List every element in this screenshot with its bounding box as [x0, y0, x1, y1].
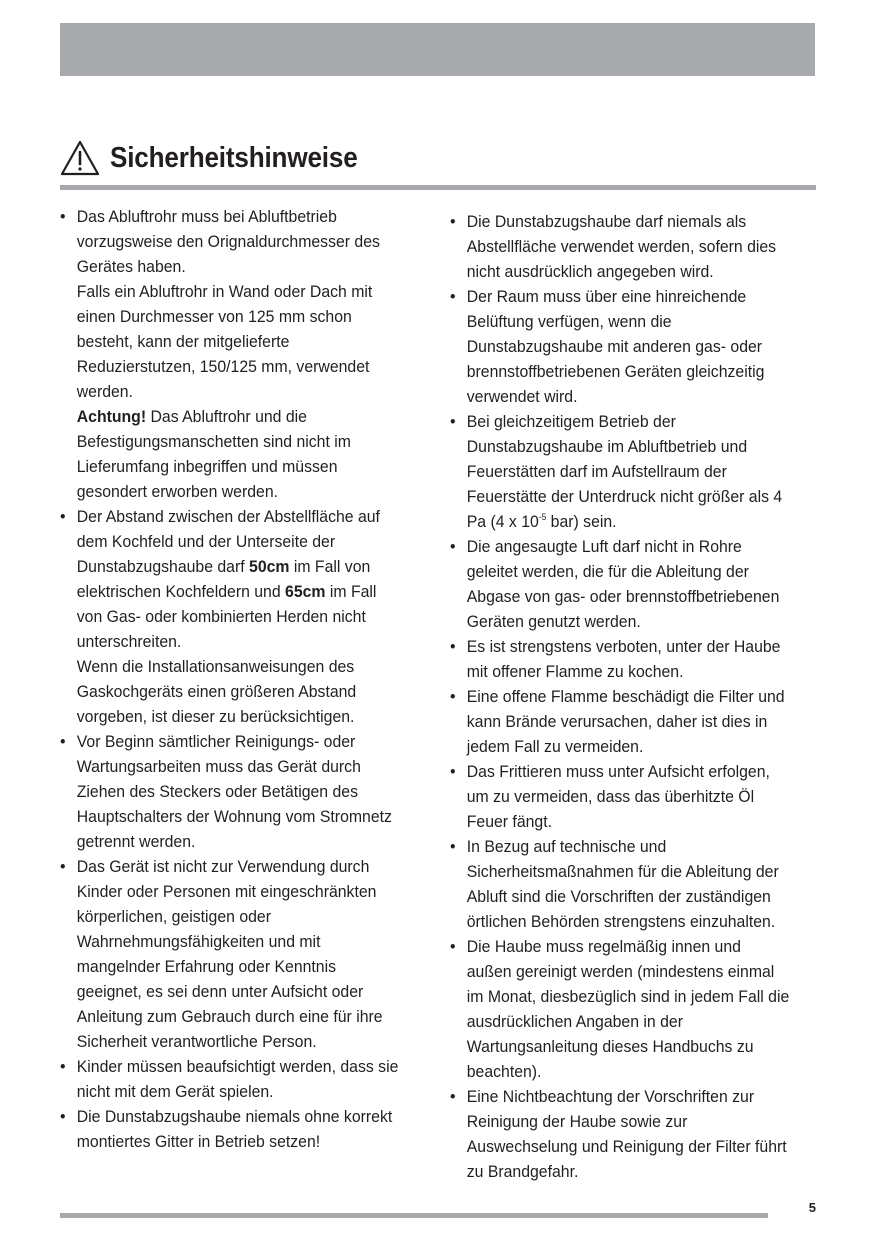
list-item: • Die Haube muss regelmäßig innen und außen gereinigt werden (mindestens einmal im Monat, diesbezüglich sind in jedem Fall die ausdrücklichen Angaben in der Wartungsanleitung dieses Handbuchs zu beachten). [450, 934, 828, 1084]
right-column [450, 209, 822, 1184]
list-item: • Eine offene Flamme beschädigt die Filter und kann Brände verursachen, daher ist dies in jedem Fall zu vermeiden. [450, 684, 828, 759]
heading-divider [60, 185, 816, 190]
list-item: • Vor Beginn sämtlicher Reinigungs- oder Wartungsarbeiten muss das Gerät durch Ziehen des Steckers oder Betätigen des Hauptschalters der Wohnung vom Stromnetz getrennt werden. [60, 729, 438, 854]
list-item: • Das Gerät ist nicht zur Verwendung durch Kinder oder Personen mit eingeschränkten körperlichen, geistigen oder Wahrnehmungsfähigkeiten und mit mangelnder Erfahrung oder Kenntnis geeignet, es sei denn unter Aufsicht oder Anleitung zum Gebrauch durch eine für ihre Sicherheit verantwortliche Person. [60, 854, 438, 1054]
list-item: • Eine Nichtbeachtung der Vorschriften zur Reinigung der Haube sowie zur Auswechselung und Reinigung der Filter führt zu Brandgefahr. [450, 1084, 828, 1184]
page-title: Sicherheitshinweise [110, 142, 358, 174]
left-column [60, 204, 432, 1154]
footer-divider [60, 1213, 768, 1218]
page-number: 5 [808, 1200, 816, 1215]
section-heading [60, 138, 816, 188]
list-item: • Kinder müssen beaufsichtigt werden, dass sie nicht mit dem Gerät spielen. [60, 1054, 438, 1104]
list-item: • Es ist strengstens verboten, unter der Haube mit offener Flamme zu kochen. [450, 634, 828, 684]
list-item: • Die Dunstabzugshaube niemals ohne korrekt montiertes Gitter in Betrieb setzen! [60, 1104, 438, 1154]
warning-triangle-icon [60, 140, 100, 176]
list-item: • Der Raum muss über eine hinreichende Belüftung verfügen, wenn die Dunstabzugshaube mit anderen gas- oder brennstoffbetriebenen Geräten gleichzeitig verwendet wird. [450, 284, 828, 409]
list-item: • In Bezug auf technische und Sicherheitsmaßnahmen für die Ableitung der Abluft sind die Vorschriften der zuständigen örtlichen Behörden strengstens einzuhalten. [450, 834, 828, 934]
list-item: • Bei gleichzeitigem Betrieb der Dunstabzugshaube im Abluftbetrieb und Feuerstätten darf im Aufstellraum der Feuerstätte der Unterdruck nicht größer als 4 Pa (4 x $10^{-5}$ bar) sein. [450, 409, 828, 534]
list-item: • Das Abluftrohr muss bei Abluftbetrieb vorzugsweise den Orignaldurchmesser des Gerätes haben. Falls ein Abluftrohr in Wand oder Dach mit einen Durchmesser von 125 mm schon besteht, kann der mitgelieferte Reduzierstutzen, 150/125 mm, verwendet werden. Achtung! Das Abluftrohr und die Befestigungsmanschetten sind nicht im Lieferumfang inbegriffen und müssen gesondert erworben werden. [60, 204, 438, 504]
list-item: • Das Frittieren muss unter Aufsicht erfolgen, um zu vermeiden, dass das überhitzte Öl Feuer fängt. [450, 759, 828, 834]
list-item: • Der Abstand zwischen der Abstellfläche auf dem Kochfeld und der Unterseite der Dunstabzugshaube darf 50cm im Fall von elektrischen Kochfeldern und 65cm im Fall von Gas- oder kombinierten Herden nicht unterschreiten. Wenn die Installationsanweisungen des Gaskochgeräts einen größeren Abstand vorgeben, ist dieser zu berücksichtigen. [60, 504, 438, 729]
list-item: • Die Dunstabzugshaube darf niemals als Abstellfläche verwendet werden, sofern dies nicht ausdrücklich angegeben wird. [450, 209, 828, 284]
list-item: • Die angesaugte Luft darf nicht in Rohre geleitet werden, die für die Ableitung der Abgase von gas- oder brennstoffbetriebenen Geräten genutzt werden. [450, 534, 828, 634]
header-band [60, 23, 815, 76]
